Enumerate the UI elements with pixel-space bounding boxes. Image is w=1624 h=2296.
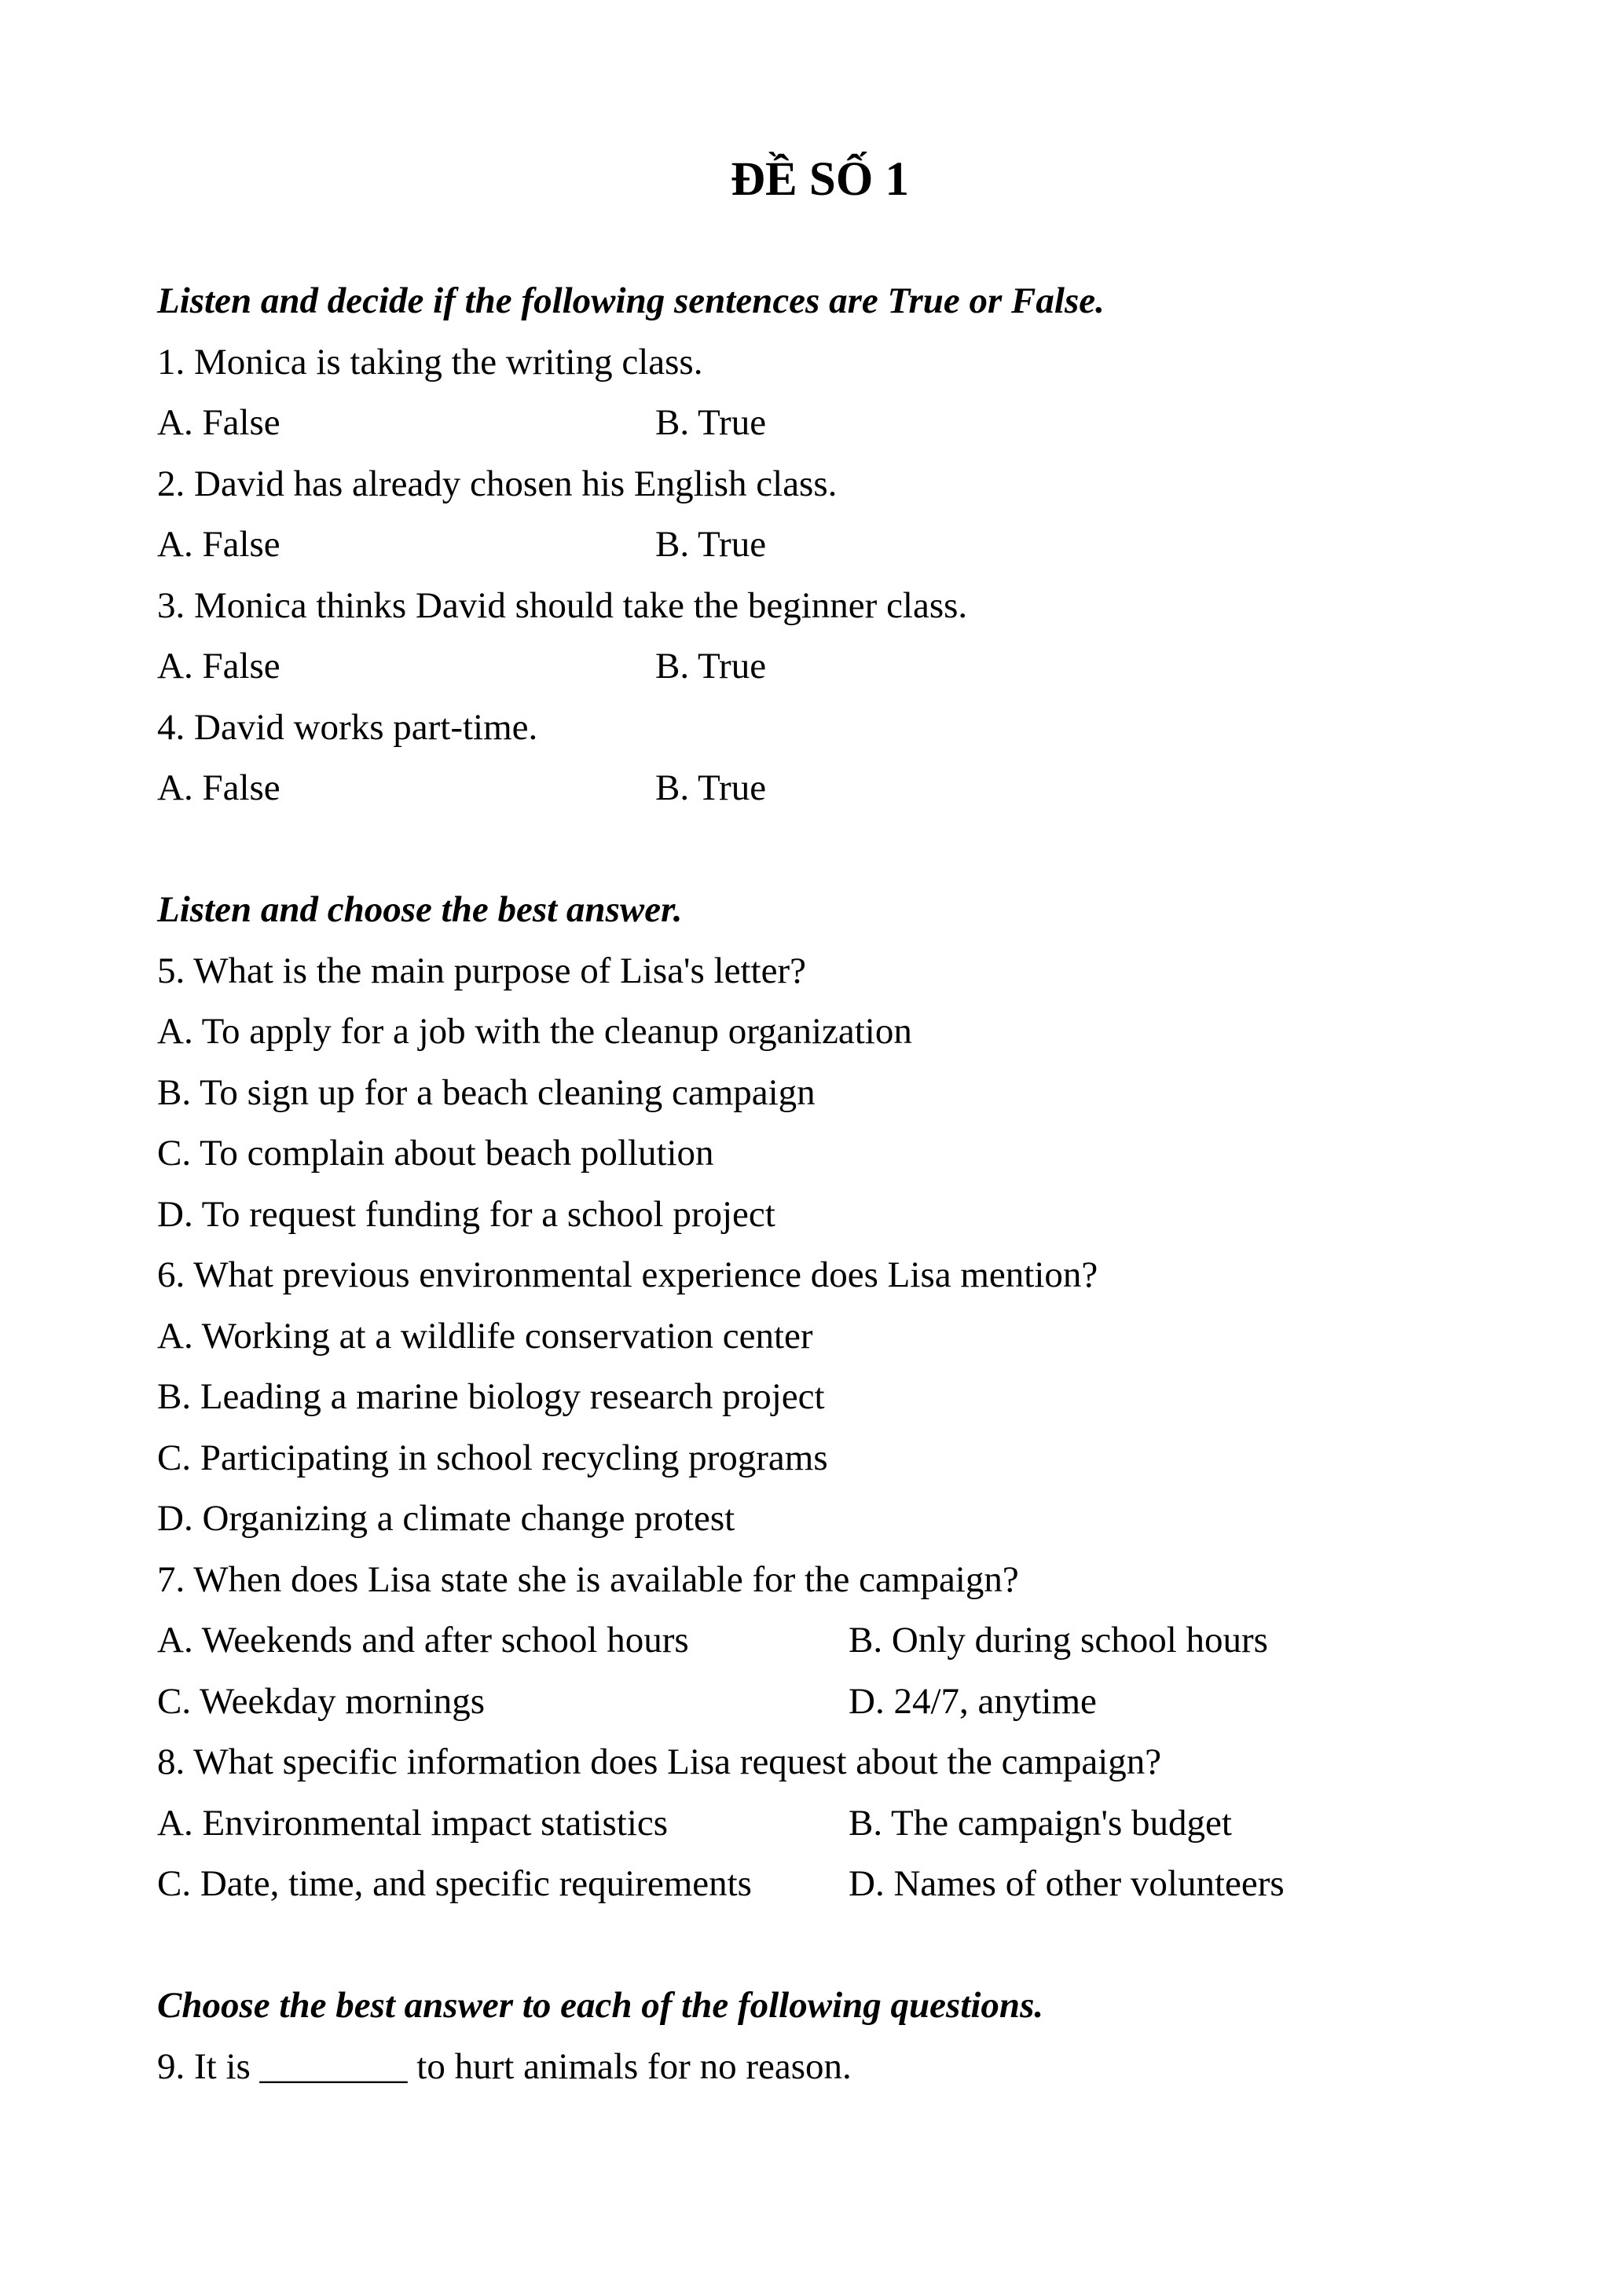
question-6-text: 6. What previous environmental experience does Lisa mention? [157,1254,1098,1295]
question-5-option-d: D. To request funding for a school project [157,1193,775,1235]
question-8-options-row-2 [157,1854,1483,1915]
question-8-option-b: B. The campaign's budget [849,1802,1232,1844]
question-9-text: 9. It is ________ to hurt animals for no reason. [157,2045,852,2087]
question-7-options-row-1 [157,1610,1483,1672]
question-8-options-row-1 [157,1793,1483,1855]
question-8-option-c: C. Date, time, and specific requirements [157,1863,752,1904]
section-heading-listen-true-false: Listen and decide if the following sentences are True or False. [157,280,1105,321]
question-6-option-b: B. Leading a marine biology research project [157,1376,825,1417]
question-7-options-row-2 [157,1672,1483,1733]
question-6-option-d: D. Organizing a climate change protest [157,1498,735,1539]
question-7-option-d: D. 24/7, anytime [849,1680,1097,1722]
question-2-option-b: B. True [655,524,767,565]
question-4-option-b: B. True [655,767,767,808]
question-4-options [157,758,1483,819]
question-3-options [157,636,1483,698]
question-7-text: 7. When does Lisa state she is available for the campaign? [157,1558,1019,1600]
question-2-options [157,514,1483,576]
question-3-text: 3. Monica thinks David should take the beginner class. [157,584,968,626]
question-5-option-a: A. To apply for a job with the cleanup organization [157,1011,912,1052]
question-7-option-a: A. Weekends and after school hours [157,1620,689,1661]
question-1-text: 1. Monica is taking the writing class. [157,341,703,383]
page-title: ĐỀ SỐ 1 [730,153,910,206]
question-6-option-a: A. Working at a wildlife conservation center [157,1315,813,1357]
question-5-text: 5. What is the main purpose of Lisa's letter? [157,950,806,991]
question-5-option-c: C. To complain about beach pollution [157,1133,714,1174]
question-5-option-b: B. To sign up for a beach cleaning campaign [157,1071,816,1113]
question-1-option-b: B. True [655,402,767,443]
spacer [157,819,1483,881]
question-7-option-b: B. Only during school hours [849,1620,1268,1661]
question-1-options [157,393,1483,454]
section-heading-choose-best-answer: Choose the best answer to each of the following questions. [157,1985,1044,2026]
question-3-option-b: B. True [655,646,767,687]
question-6-option-c: C. Participating in school recycling programs [157,1437,828,1478]
question-8-text: 8. What specific information does Lisa request about the campaign? [157,1741,1162,1782]
question-4-text: 4. David works part-time. [157,706,538,748]
question-2-text: 2. David has already chosen his English class. [157,463,838,504]
question-3-option-a: A. False [157,646,280,687]
question-8-option-d: D. Names of other volunteers [849,1863,1285,1904]
spacer [157,1915,1483,1976]
question-8-option-a: A. Environmental impact statistics [157,1802,669,1844]
section-heading-listen-best-answer: Listen and choose the best answer. [157,889,683,930]
question-1-option-a: A. False [157,402,280,443]
question-7-option-c: C. Weekday mornings [157,1680,485,1722]
spacer [157,211,1483,272]
question-2-option-a: A. False [157,524,280,565]
question-4-option-a: A. False [157,767,280,808]
